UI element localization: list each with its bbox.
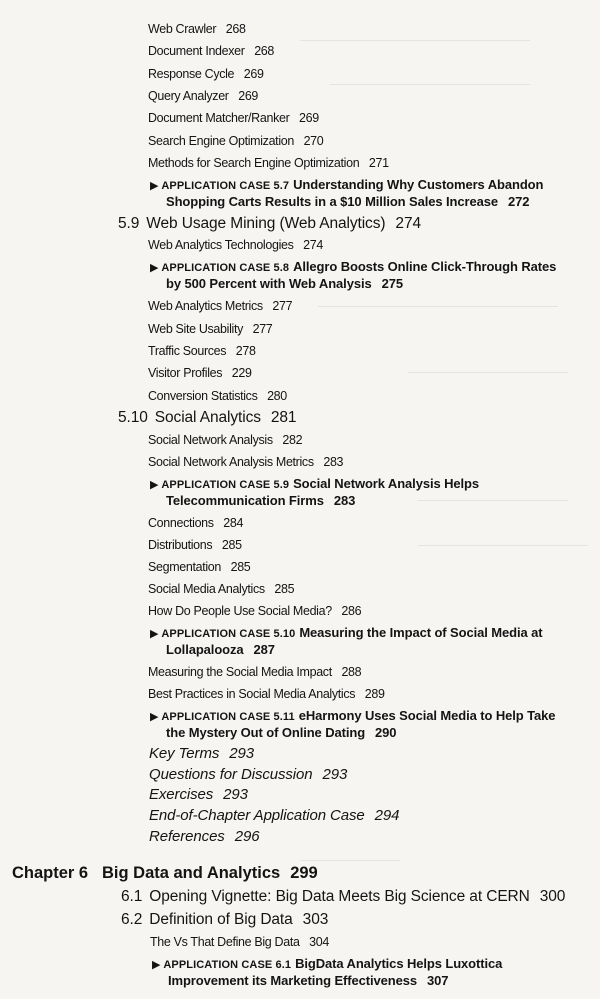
toc-entry-query-analyzer: Query Analyzer 269 [148,88,259,103]
triangle-bullet-icon: ▶ [150,479,159,491]
toc-entry-social-media-analytics: Social Media Analytics 285 [148,581,295,596]
toc-entry-web-site-usability: Web Site Usability 277 [148,321,273,336]
toc-entry-web-analytics-technologies: Web Analytics Technologies 274 [148,237,323,252]
toc-application-case-5-8: ▶ APPLICATION CASE 5.8 Allegro Boosts Online Click-Through Rates [150,259,557,274]
toc-application-case-5-9-cont: Telecommunication Firms 283 [166,493,356,508]
toc-application-case-5-10-cont: Lollapalooza 287 [166,642,275,657]
toc-section-6-1: 6.1 Opening Vignette: Big Data Meets Big Science at CERN 300 [121,888,566,905]
toc-references: References 296 [149,828,260,845]
toc-entry-document-indexer: Document Indexer 268 [148,43,275,58]
toc-entry-web-analytics-metrics: Web Analytics Metrics 277 [148,298,293,313]
toc-application-case-5-8-cont: by 500 Percent with Web Analysis 275 [166,276,403,291]
toc-entry-best-practices-social-media: Best Practices in Social Media Analytics 289 [148,686,385,701]
toc-entry-document-matcher-ranker: Document Matcher/Ranker 269 [148,110,319,125]
toc-entry-web-crawler: Web Crawler 268 [148,21,246,36]
toc-section-5-10: 5.10 Social Analytics 281 [118,409,297,426]
toc-entry-connections: Connections 284 [148,515,244,530]
toc-entry-distributions: Distributions 285 [148,537,242,552]
toc-section-6-2: 6.2 Definition of Big Data 303 [121,911,329,928]
triangle-bullet-icon: ▶ [150,628,159,640]
toc-application-case-5-7: ▶ APPLICATION CASE 5.7 Understanding Why Customers Abandon [150,177,544,192]
toc-chapter-6: Chapter 6 Big Data and Analytics 299 [12,864,318,882]
triangle-bullet-icon: ▶ [152,959,161,971]
toc-key-terms: Key Terms 293 [149,745,254,762]
toc-entry-visitor-profiles: Visitor Profiles 229 [148,365,252,380]
toc-application-case-5-10: ▶ APPLICATION CASE 5.10 Measuring the Impact of Social Media at [150,625,543,640]
triangle-bullet-icon: ▶ [150,180,159,192]
toc-entry-traffic-sources: Traffic Sources 278 [148,343,256,358]
toc-entry-conversion-statistics: Conversion Statistics 280 [148,388,287,403]
toc-application-case-6-1: ▶ APPLICATION CASE 6.1 BigData Analytics Helps Luxottica [152,956,503,971]
toc-entry-measuring-social-media-impact: Measuring the Social Media Impact 288 [148,664,362,679]
toc-section-5-9: 5.9 Web Usage Mining (Web Analytics) 274 [118,215,421,232]
toc-application-case-5-9: ▶ APPLICATION CASE 5.9 Social Network Analysis Helps [150,476,480,491]
toc-entry-response-cycle: Response Cycle 269 [148,66,264,81]
toc-entry-methods-seo: Methods for Search Engine Optimization 271 [148,155,389,170]
toc-entry-social-network-analysis: Social Network Analysis 282 [148,432,303,447]
toc-entry-search-engine-optimization: Search Engine Optimization 270 [148,133,324,148]
toc-questions-for-discussion: Questions for Discussion 293 [149,766,348,783]
toc-end-of-chapter-case: End-of-Chapter Application Case 294 [149,807,400,824]
toc-entry-sna-metrics: Social Network Analysis Metrics 283 [148,454,344,469]
toc-entry-vs-define-big-data: The Vs That Define Big Data 304 [150,934,329,949]
toc-application-case-6-1-cont: Improvement its Marketing Effectiveness 307 [168,973,449,988]
toc-application-case-5-11-cont: the Mystery Out of Online Dating 290 [166,725,397,740]
toc-application-case-5-7-cont: Shopping Carts Results in a $10 Million Sales Increase 272 [166,194,530,209]
toc-entry-segmentation: Segmentation 285 [148,559,251,574]
toc-exercises: Exercises 293 [149,786,248,803]
toc-application-case-5-11: ▶ APPLICATION CASE 5.11 eHarmony Uses Social Media to Help Take [150,708,556,723]
triangle-bullet-icon: ▶ [150,262,159,274]
triangle-bullet-icon: ▶ [150,711,159,723]
toc-entry-how-people-use-social-media: How Do People Use Social Media? 286 [148,603,362,618]
